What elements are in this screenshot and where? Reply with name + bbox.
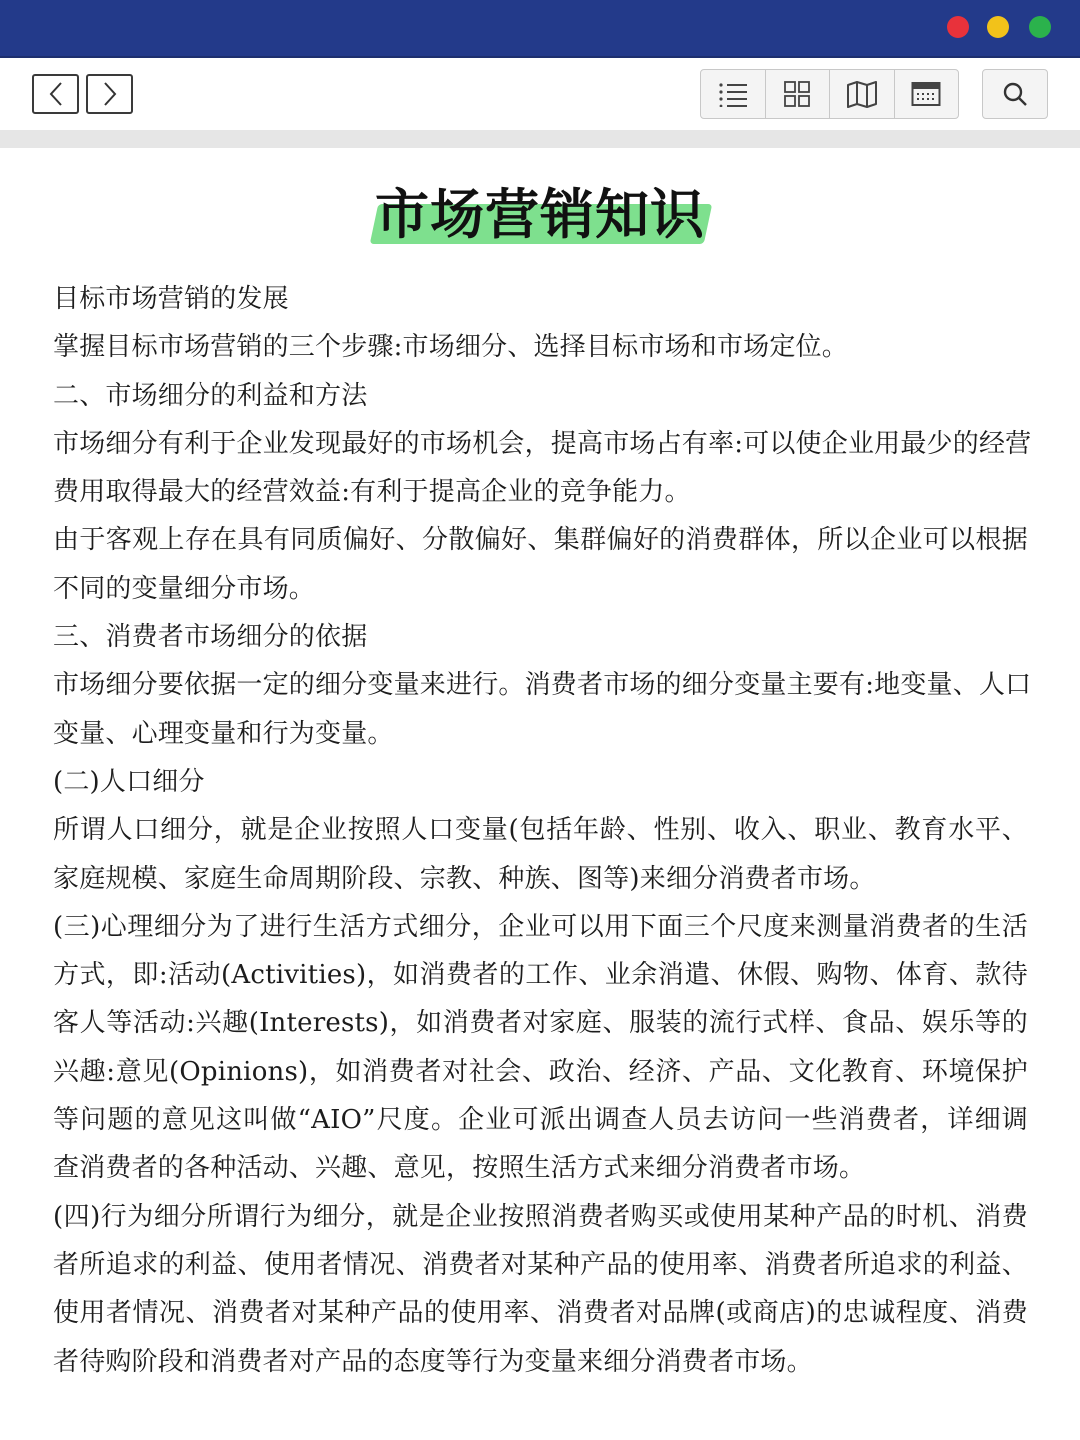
text-line: 查消费者的各种活动、兴趣、意见，按照生活方式来细分消费者市场。 <box>53 1153 866 1184</box>
text-line: 兴趣:意见(Opinions)，如消费者对社会、政治、经济、产品、文化教育、环境保护 <box>53 1056 1028 1087</box>
window-titlebar <box>0 0 1080 56</box>
chevron-right-icon <box>101 80 119 108</box>
text-line: 变量、心理变量和行为变量。 <box>53 718 394 749</box>
view-switcher <box>700 69 959 119</box>
close-window-button[interactable] <box>947 16 969 38</box>
forward-button[interactable] <box>86 74 133 114</box>
toolbar-divider <box>0 130 1080 148</box>
toolbar <box>0 56 1080 130</box>
text-line: 市场细分有利于企业发现最好的市场机会，提高市场占有率:可以使企业用最少的经营 <box>53 428 1032 459</box>
page-title: 市场营销知识 <box>375 182 705 246</box>
text-line: (二)人口细分 <box>53 766 205 797</box>
text-line: 三、消费者市场细分的依据 <box>53 622 368 653</box>
chevron-left-icon <box>47 80 65 108</box>
text-line: (三)心理细分为了进行生活方式细分，企业可以用下面三个尺度来测量消费者的生活 <box>53 911 1028 942</box>
text-line: 者所追求的利益、使用者情况、消费者对某种产品的使用率、消费者所追求的利益、 <box>53 1249 1028 1280</box>
text-line: 家庭规模、家庭生命周期阶段、宗教、种族、图等)来细分消费者市场。 <box>53 863 876 894</box>
map-view-button[interactable] <box>830 70 895 118</box>
text-line: 不同的变量细分市场。 <box>53 573 316 604</box>
text-line: 客人等活动:兴趣(Interests)，如消费者对家庭、服装的流行式样、食品、娱乐等的 <box>53 1008 1028 1039</box>
calendar-view-button[interactable] <box>895 70 959 118</box>
calendar-icon <box>911 81 941 107</box>
grid-icon <box>783 80 811 108</box>
map-icon <box>846 80 878 108</box>
back-button[interactable] <box>32 74 79 114</box>
list-icon <box>718 81 748 107</box>
text-line: 目标市场营销的发展 <box>53 284 289 314</box>
text-line: 方式，即:活动(Activities)，如消费者的工作、业余消遣、休假、购物、体育、款待 <box>53 960 1028 991</box>
text-line: 等问题的意见这叫做“AIO”尺度。企业可派出调查人员去访问一些消费者，详细调 <box>53 1105 1028 1136</box>
text-line: 者待购阶段和消费者对产品的态度等行为变量来细分消费者市场。 <box>53 1346 813 1377</box>
search-button[interactable] <box>982 69 1048 119</box>
article-header <box>0 178 1080 252</box>
text-line: 由于客观上存在具有同质偏好、分散偏好、集群偏好的消费群体，所以企业可以根据 <box>53 525 1028 556</box>
minimize-window-button[interactable] <box>987 16 1009 38</box>
text-line: 费用取得最大的经营效益:有利于提高企业的竞争能力。 <box>53 477 691 508</box>
search-icon <box>1002 81 1028 107</box>
list-view-button[interactable] <box>701 70 766 118</box>
grid-view-button[interactable] <box>766 70 831 118</box>
text-line: 所谓人口细分，就是企业按照人口变量(包括年龄、性别、收入、职业、教育水平、 <box>53 815 1028 846</box>
text-line: 掌握目标市场营销的三个步骤:市场细分、选择目标市场和市场定位。 <box>53 332 848 363</box>
text-line: 市场细分要依据一定的细分变量来进行。消费者市场的细分变量主要有:地变量、人口 <box>53 670 1032 701</box>
text-line: 二、市场细分的利益和方法 <box>53 380 368 411</box>
maximize-window-button[interactable] <box>1029 16 1051 38</box>
text-line: (四)行为细分所谓行为细分，就是企业按照消费者购买或使用某种产品的时机、消费 <box>53 1201 1028 1232</box>
article-body <box>53 275 1032 1386</box>
text-line: 使用者情况、消费者对某种产品的使用率、消费者对品牌(或商店)的忠诚程度、消费 <box>53 1298 1028 1329</box>
